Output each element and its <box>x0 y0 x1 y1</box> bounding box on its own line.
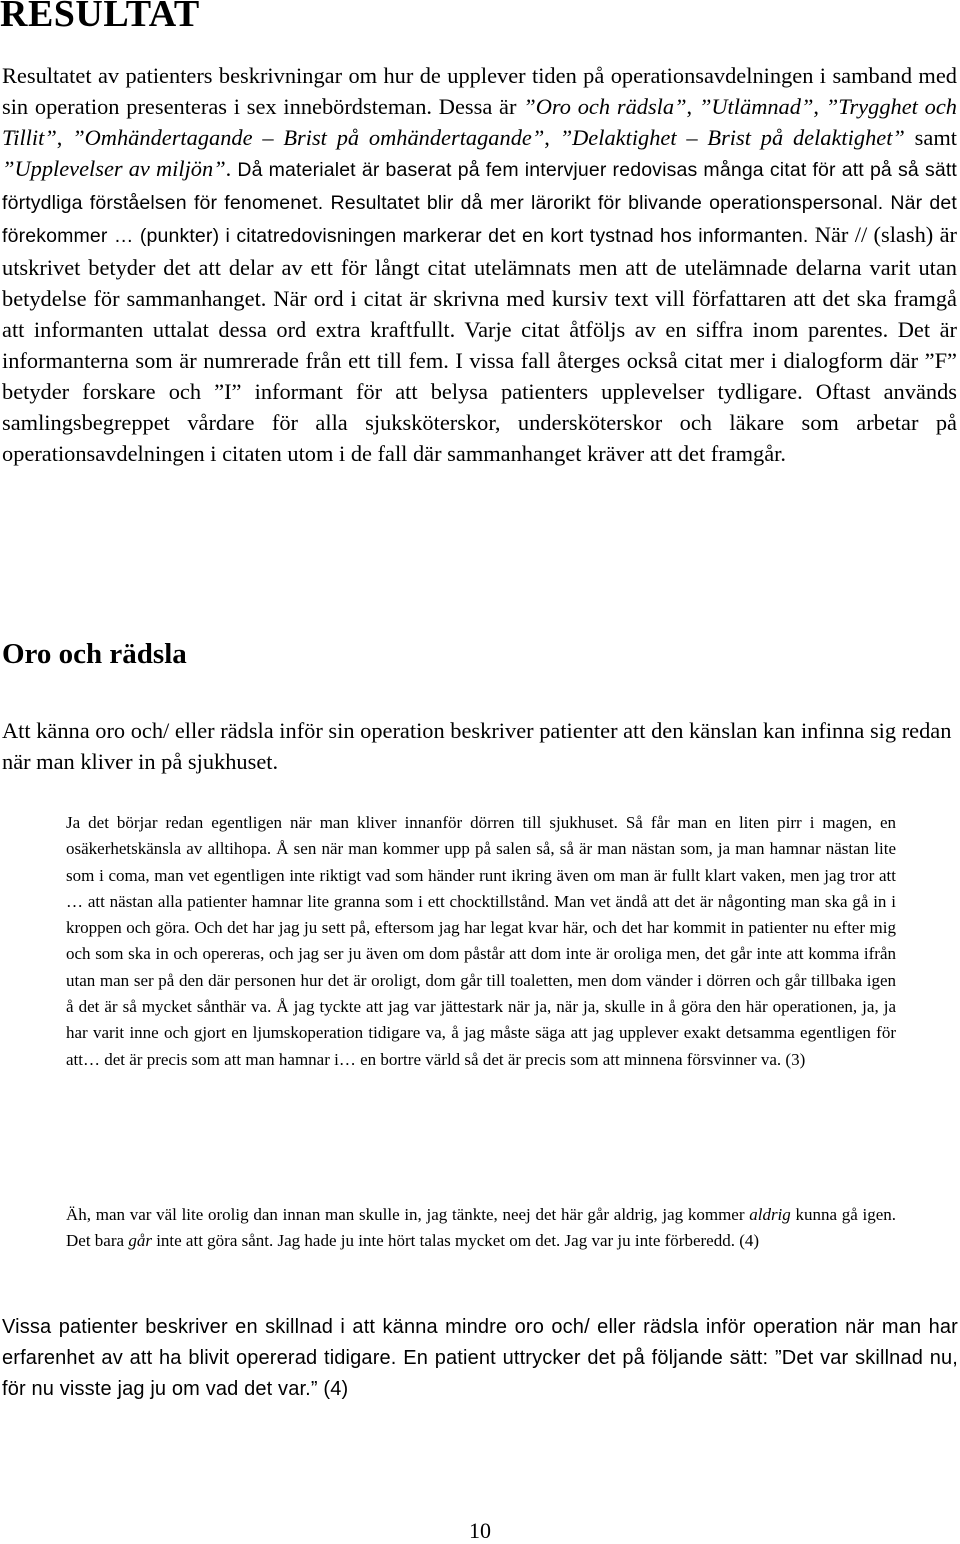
intro-text-2: Då materialet är baserat på fem intervjuer redovisas många citat för att på så sätt förtydliga förståelsen för fenomenet. Resultatet blir då mer lärorikt för blivande operationspersonal. När det förekommer … (punkter) i citatredovisningen markerar det en kort tystnad hos informanten. <box>2 159 958 247</box>
theme-upplevelser-av-miljon: ”Upplevelser av miljön” <box>2 156 226 181</box>
intro-text-1: Resultatet av patienters beskrivningar om hur de upplever tiden på operationsavdelningen i samband med sin operation presenteras i sex innebördsteman. Dessa är <box>2 63 957 119</box>
closing-paragraph: Vissa patienter beskriver en skillnad i att känna mindre oro och/ eller rädsla inför operation när man har erfarenhet av att ha blivit opererad tidigare. En patient uttrycker det på följande sätt: ”Det var skillnad nu, för nu visste jag ju om vad det var.” (4) <box>2 1316 958 1400</box>
emphasis-aldrig: aldrig <box>749 1205 791 1224</box>
theme-utlamnad: ”Utlämnad” <box>698 94 814 119</box>
section-paragraph: Att känna oro och/ eller rädsla inför sin operation beskriver patienter att den känslan kan infinna sig redan när man kliver in på sjukhuset. <box>2 718 952 774</box>
theme-delaktighet: ”Delaktighet – Brist på delaktighet” <box>559 125 905 150</box>
intro-paragraph: Resultatet av patienters beskrivningar om hur de upplever tiden på operationsavdelningen i samband med sin operation presenteras i sex innebördsteman. Dessa är ”Oro och rädsla”, ”Utlämnad”, ”Trygghet och Tillit”, ”Omhändertagande – Brist på omhändertagande”, ”Delaktighet – Brist på delaktighet” samt ”Upplevelser av miljön”. Då materialet är baserat på fem intervjuer redovisas många citat för att på så sätt förtydliga förståelsen för fenomenet. Resultatet blir då mer lärorikt för blivande operationspersonal. När det förekommer … (punkter) i citatredovisningen markerar det en kort tystnad hos informanten. När // (slash) är utskrivet betyder det att delar av ett för långt citat utelämnats men att de utelämnade delarna varit utan betydelse för sammanhanget. När ord i citat är skrivna med kursiv text vill författaren att det ska framgå att informanten uttalat dessa ord extra kraftfullt. Varje citat åtföljs av en siffra inom parentes. Det är informanterna som är numrerade från ett till fem. I vissa fall återges också citat mer i dialogform där ”F” betyder forskare och ”I” informant för att belysa patienters upplevelser tydligare. Oftast används samlingsbegreppet vårdare för alla sjuksköterskor, undersköterskor och läkare som arbetar på operationsavdelningen i citaten utom i de fall där sammanhanget kräver att det framgår. <box>2 63 958 466</box>
main-heading: RESULTAT <box>0 0 200 35</box>
emphasis-gar: går <box>128 1231 152 1251</box>
section-heading: Oro och rädsla <box>2 638 187 670</box>
theme-omhandertagande: ”Omhändertagande – Brist på omhändertagande” <box>72 125 545 150</box>
theme-oro-och-radsla: ”Oro och rädsla” <box>523 94 687 119</box>
page-number: 10 <box>469 1518 491 1543</box>
theme-trygghet-och-tillit: ”Trygghet och Tillit” <box>2 94 957 150</box>
block-quote-2: Äh, man var väl lite orolig dan innan man skulle in, jag tänkte, neej det här går aldrig, jag kommer aldrig kunna gå igen. Det bara går inte att göra sånt. Jag hade ju inte hört talas mycket om det. Jag var ju inte förberedd. (4) <box>66 1205 897 1251</box>
block-quote-1: Ja det börjar redan egentligen när man kliver innanför dörren till sjukhuset. Så får man en liten pirr i magen, en osäkerhetskänsla av alltihopa. Å sen när man kommer upp på salen så, så är man nästan som, ja man hamnar nästan lite som i coma, man vet egentligen inte riktigt vad som händer runt ikring även om man är fullt klart vaken, men jag tror att … att nästan alla patienter hamnar lite granna som i ett chocktillstånd. Man vet ändå att det är någonting man ska gå in i kroppen och göra. Och det har jag ju sett på, eftersom jag har legat kvar här, och det har kommit in patienter nu efter mig och som ska in och opereras, och jag ser ju även om dom påstår att dom inte är oroliga men, det går inte att komma ifrån utan man ser på den där personen hur det är oroligt, dom går till toaletten, men dom vänder i dörren och går tillbaka igen å det är så mycket sånthär va. Å jag tyckte att jag var jättestark när ja, när ja, skulle in å göra den här operationen, ja, ja har varit inne och gjort en ljumskoperation tidigare va, å jag måste säga att jag upplever exakt detsamma egentligen för att… det är precis som att man hamnar i… en bortre värld så det är precis som att minnena försvinner va. (3) <box>66 813 896 1069</box>
intro-text-3: När // (slash) är utskrivet betyder det att delar av ett för långt citat utelämnats men att de utelämnade delarna varit utan betydelse för sammanhanget. När ord i citat är skrivna med kursiv text vill författaren att det ska framgå att informanten uttalat dessa ord extra kraftfullt. Varje citat åtföljs av en siffra inom parentes. Det är informanterna som är numrerade från ett till fem. I vissa fall återges också citat mer i dialogform där ”F” betyder forskare och ”I” informant för att belysa patienters upplevelser tydligare. Oftast används samlingsbegreppet vårdare för alla sjuksköterskor, undersköterskor och läkare som arbetar på operationsavdelningen i citaten utom i de fall där sammanhanget kräver att det framgår. <box>2 222 957 466</box>
